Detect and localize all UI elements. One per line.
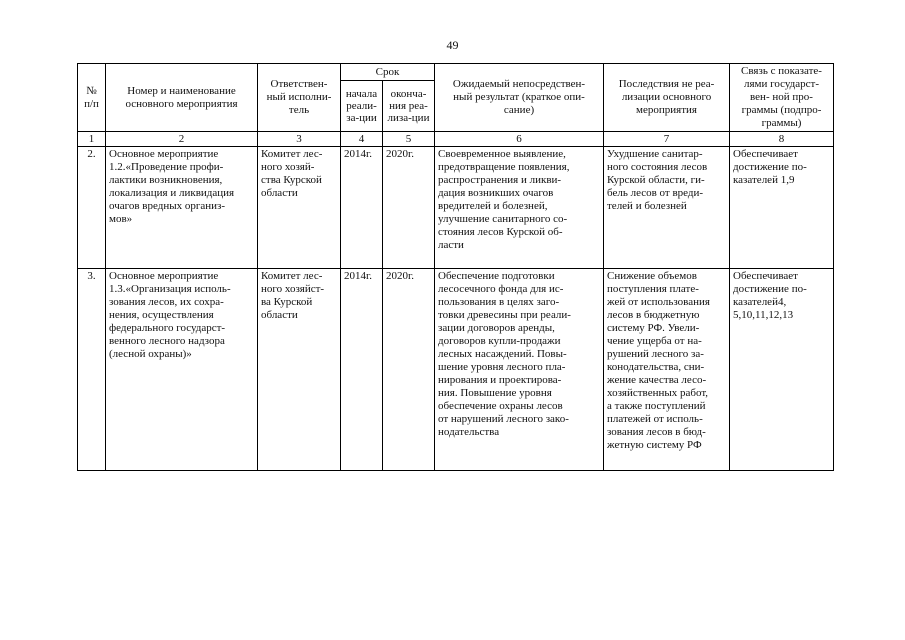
row-result: Обеспечение подготовки лесосечного фонда для ис- пользования в целях заго- товки древесины при реали- зации договоров аренды, договоров купли-продажи лесных насаждений. Повы- шение уровня лесного пла- нирования и проектирова- ния. Повышение уровня обеспечение охраны лесов от нарушений лесного зако- нодательства (435, 269, 604, 471)
row-start: 2014г. (341, 269, 383, 471)
activities-table (77, 63, 834, 471)
header-start: начала реали- за-ции (341, 81, 383, 132)
column-number-row (78, 132, 834, 147)
header-name: Номер и наименование основного мероприятия (106, 64, 258, 132)
column-number: 5 (383, 132, 435, 147)
row-no: 3. (78, 269, 106, 471)
row-name: Основное мероприятие 1.3.«Организация исполь- зования лесов, их сохра- нения, осуществления федерального государст- венного лесного надзора (лесной охраны)» (106, 269, 258, 471)
header-result: Ожидаемый непосредствен- ный результат (краткое опи- сание) (435, 64, 604, 132)
row-link: Обеспечивает достижение по- казателей4, 5,10,11,12,13 (730, 269, 834, 471)
page-number: 49 (446, 38, 459, 52)
header-link: Связь с показате- лями государст- вен- ной про- граммы (подпро- граммы) (730, 64, 834, 132)
row-result: Своевременное выявление, предотвращение появления, распространения и ликви- дация возникших очагов вредителей и болезней, улучшение санитарного со- стояния лесов Курской об- ласти (435, 147, 604, 269)
column-number: 3 (258, 132, 341, 147)
column-number: 7 (604, 132, 730, 147)
header-term: Срок (341, 64, 435, 81)
row-end: 2020г. (383, 269, 435, 471)
column-number: 6 (435, 132, 604, 147)
column-number: 4 (341, 132, 383, 147)
column-number: 2 (106, 132, 258, 147)
row-end: 2020г. (383, 147, 435, 269)
row-consequence: Снижение объемов поступления плате- жей от использования лесов в бюджетную систему РФ. Увели- чение ущерба от на- рушений лесного за- конодательства, сни- жение качества лесо- хозяйственных работ, а также поступлений платежей от исполь- зования лесов в бюд- жетную систему РФ (604, 269, 730, 471)
column-number: 1 (78, 132, 106, 147)
header-row (78, 64, 834, 81)
row-responsible: Комитет лес- ного хозяйст- ва Курской области (258, 269, 341, 471)
row-responsible: Комитет лес- ного хозяй- ства Курской области (258, 147, 341, 269)
row-link: Обеспечивает достижение по- казателей 1,9 (730, 147, 834, 269)
table-row (78, 147, 834, 269)
table-row (78, 269, 834, 471)
header-consequence: Последствия не реа- лизации основного мероприятия (604, 64, 730, 132)
column-number: 8 (730, 132, 834, 147)
row-no: 2. (78, 147, 106, 269)
row-name: Основное мероприятие 1.2.«Проведение профи- лактики возникновения, локализация и ликвидация очагов вредных организ- мов» (106, 147, 258, 269)
header-end: оконча- ния реа- лиза-ции (383, 81, 435, 132)
row-start: 2014г. (341, 147, 383, 269)
row-consequence: Ухудшение санитар- ного состояния лесов Курской области, ги- бель лесов от вреди- телей и болезней (604, 147, 730, 269)
header-responsible: Ответствен- ный исполни- тель (258, 64, 341, 132)
header-no: № п/п (78, 64, 106, 132)
